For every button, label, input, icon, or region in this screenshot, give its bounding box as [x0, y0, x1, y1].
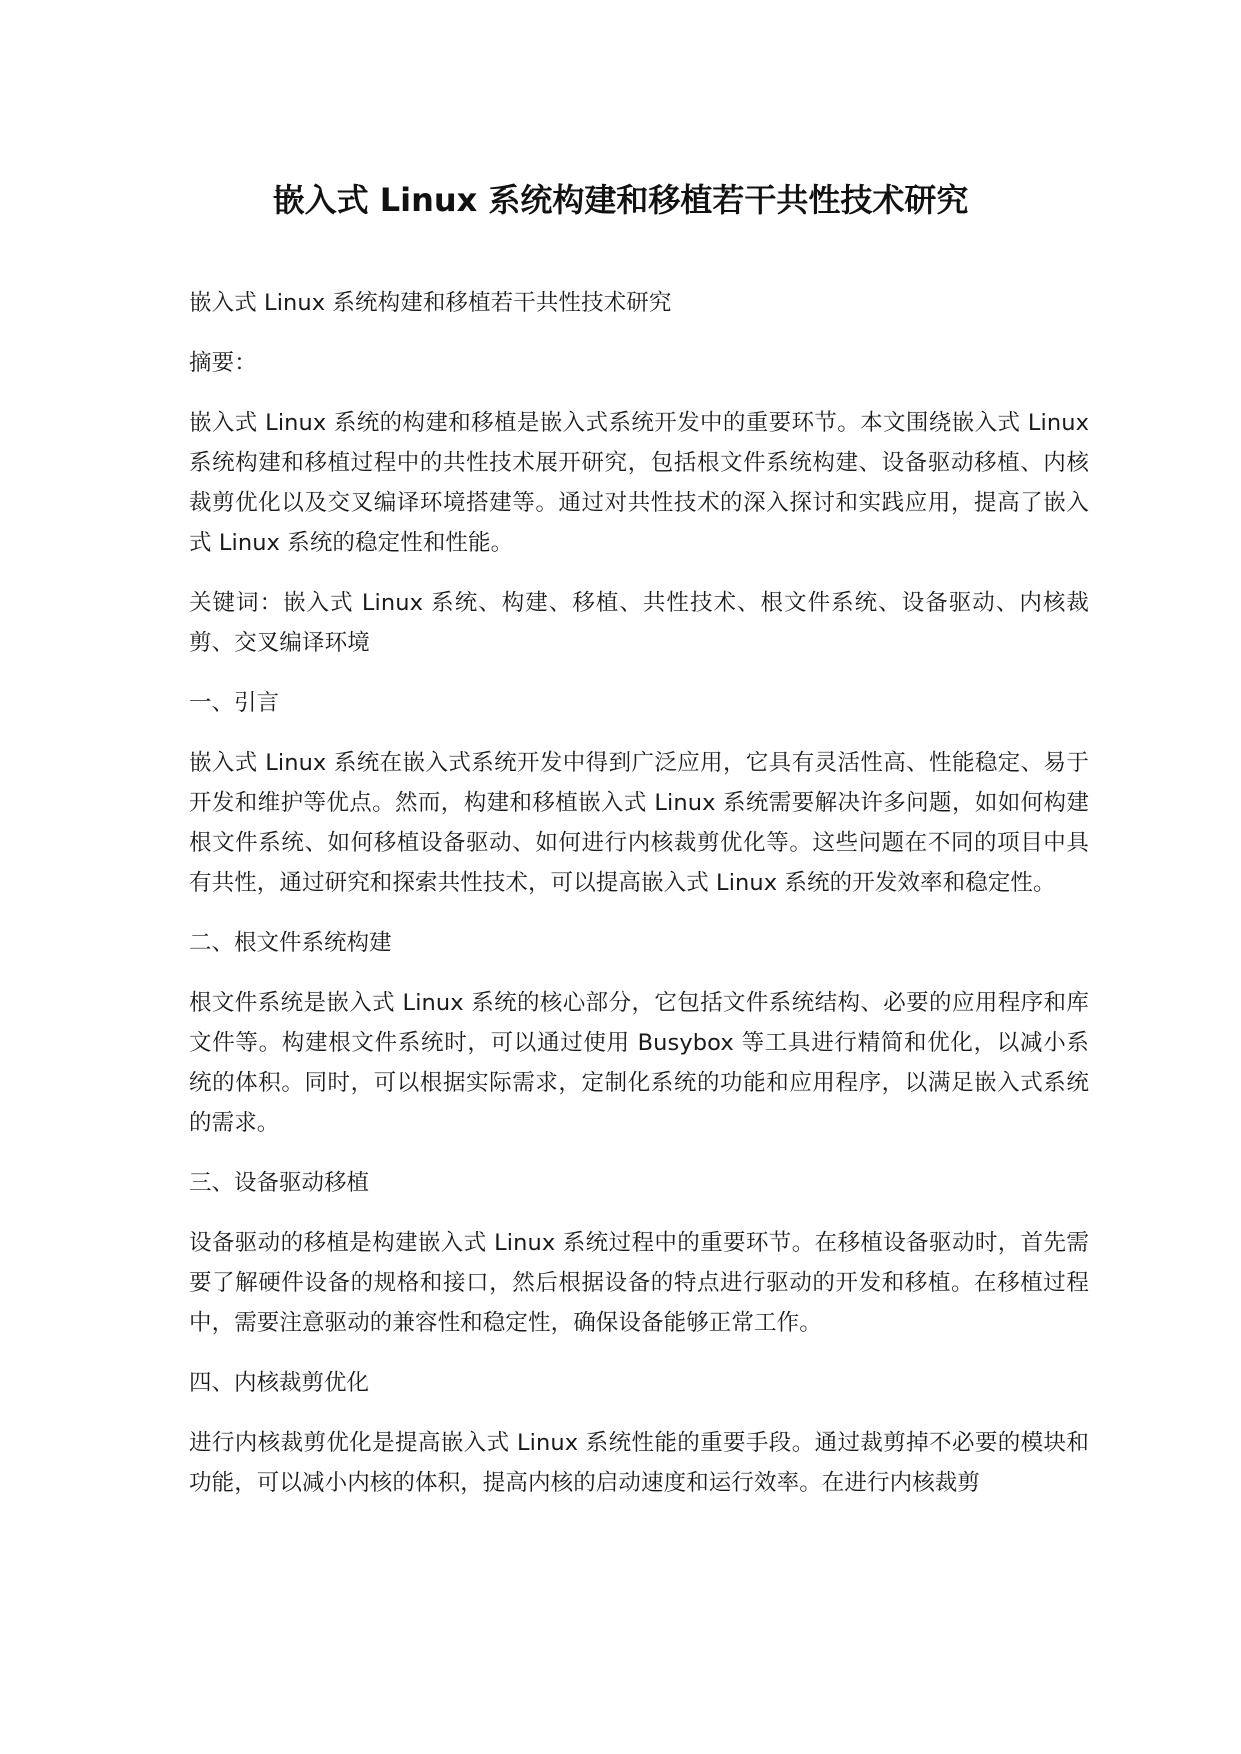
keywords: 关键词：嵌入式 Linux 系统、构建、移植、共性技术、根文件系统、设备驱动、内核裁剪、交叉编译环境: [189, 590, 1089, 656]
document-subtitle: 嵌入式 Linux 系统构建和移植若干共性技术研究: [189, 290, 672, 316]
section-body-driver-porting: 设备驱动的移植是构建嵌入式 Linux 系统过程中的重要环节。在移植设备驱动时，首先需要了解硬件设备的规格和接口，然后根据设备的特点进行驱动的开发和移植。在移植过程中，需要注意驱动的兼容性和稳定性，确保设备能够正常工作。: [189, 1230, 1089, 1336]
section-body-introduction: 嵌入式 Linux 系统在嵌入式系统开发中得到广泛应用，它具有灵活性高、性能稳定、易于开发和维护等优点。然而，构建和移植嵌入式 Linux 系统需要解决许多问题，如如何构建根文件系统、如何移植设备驱动、如何进行内核裁剪优化等。这些问题在不同的项目中具有共性，通过研究和探索共性技术，可以提高嵌入式 Linux 系统的开发效率和稳定性。: [189, 750, 1089, 896]
section-heading-kernel-tailoring: 四、内核裁剪优化: [189, 1370, 370, 1396]
abstract-text: 嵌入式 Linux 系统的构建和移植是嵌入式系统开发中的重要环节。本文围绕嵌入式 Linux 系统构建和移植过程中的共性技术展开研究，包括根文件系统构建、设备驱动移植、内核裁剪优化以及交叉编译环境搭建等。通过对共性技术的深入探讨和实践应用，提高了嵌入式 Linux 系统的稳定性和性能。: [189, 410, 1089, 556]
section-heading-driver-porting: 三、设备驱动移植: [189, 1170, 370, 1196]
section-body-kernel-tailoring: 进行内核裁剪优化是提高嵌入式 Linux 系统性能的重要手段。通过裁剪掉不必要的模块和功能，可以减小内核的体积，提高内核的启动速度和运行效率。在进行内核裁剪: [189, 1430, 1089, 1496]
document-title: 嵌入式 Linux 系统构建和移植若干共性技术研究: [272, 181, 969, 219]
section-body-rootfs: 根文件系统是嵌入式 Linux 系统的核心部分，它包括文件系统结构、必要的应用程序和库文件等。构建根文件系统时，可以通过使用 Busybox 等工具进行精简和优化，以减小系统的体积。同时，可以根据实际需求，定制化系统的功能和应用程序，以满足嵌入式系统的需求。: [189, 990, 1089, 1136]
section-heading-rootfs: 二、根文件系统构建: [189, 930, 392, 956]
document-body: [189, 283, 1089, 1523]
section-heading-introduction: 一、引言: [189, 690, 280, 716]
abstract-label: 摘要：: [189, 350, 257, 376]
